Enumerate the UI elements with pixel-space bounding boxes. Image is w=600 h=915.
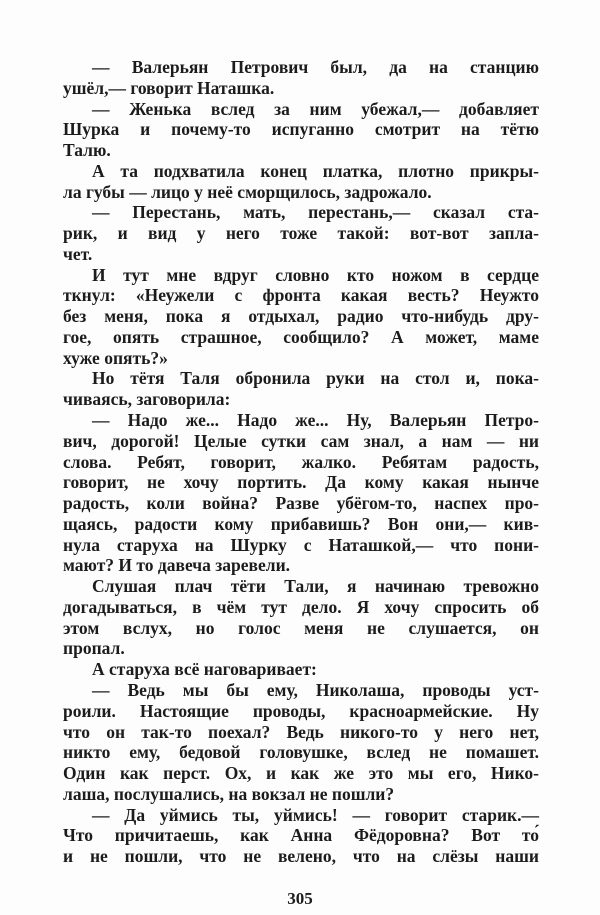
text-line: вич, дорогой! Целые сутки сам знал, а нам — ни — [63, 430, 539, 451]
text-line: А та подхватила конец платка, плотно прикры- — [92, 160, 539, 181]
text-line: пропал. — [63, 638, 125, 659]
paragraph — [63, 202, 539, 264]
text-line: без меня, пока я отдыхал, радио что-нибудь дру- — [63, 306, 539, 327]
text-line: — Да уймись ты, уймись! — говорит старик.— — [92, 804, 539, 825]
text-line: ткнул: «Неужели с фронта какая весть? Неужто — [63, 285, 539, 306]
text-line: Слушая плач тёти Тали, я начинаю тревожно — [92, 576, 539, 597]
paragraph — [63, 805, 539, 867]
text-line: слова. Ребят, говорит, жалко. Ребятам радость, — [63, 451, 539, 472]
text-line: Но тётя Таля обронила руки на стол и, пока- — [92, 368, 539, 389]
text-line: — Ведь мы бы ему, Николаша, проводы уст- — [92, 679, 539, 700]
text-line: щаясь, радости кому прибавишь? Вон они,— кив- — [63, 513, 539, 534]
paragraph — [63, 57, 539, 99]
text-line: — Женька вслед за ним убежал,— добавляет — [92, 98, 539, 119]
text-line: — Валерьян Петрович был, да на станцию — [92, 57, 539, 77]
text-line: Что причитаешь, как Анна Фёдоровна? Вот то́ — [63, 825, 539, 846]
text-line: радость, коли война? Разве убёгом-то, наспех про- — [63, 493, 539, 514]
text-line: — Перестань, мать, перестань,— сказал ста- — [92, 202, 539, 223]
text-line: ушёл,— говорит Наташка. — [63, 77, 275, 98]
paragraph — [63, 410, 539, 576]
text-line: что он так-то поехал? Ведь никого-то у него нет, — [63, 721, 539, 742]
text-line: чиваясь, заговорила: — [63, 389, 231, 410]
text-line: Один как перст. Ох, и как же это мы его, Нико- — [63, 763, 539, 784]
text-line: никто ему, бедовой головушке, вслед не помашет. — [63, 742, 539, 763]
text-line: гое, опять страшное, сообщило? А может, маме — [63, 326, 539, 347]
page-number: 305 — [287, 889, 313, 908]
text-line: ла губы — лицо у неё сморщилось, задрожало. — [63, 181, 432, 202]
text-line: хуже опять?» — [63, 347, 168, 368]
text-line: нула старуха на Шурку с Наташкой,— что пони- — [63, 534, 539, 555]
paragraph — [63, 576, 539, 659]
text-line: мают? И то давеча заревели. — [63, 555, 291, 576]
text-line: рик, и вид у него тоже такой: вот-вот запла- — [63, 223, 539, 244]
text-line: И тут мне вдруг словно кто ножом в сердце — [92, 264, 539, 285]
text-line: Шурка и почему-то испуганно смотрит на тётю — [63, 119, 539, 140]
text-line: этом вслух, но голос меня не слушается, он — [63, 617, 539, 638]
paragraph — [63, 680, 539, 805]
text-line: и не пошли, что не велено, что на слёзы наши — [63, 846, 539, 867]
text-line: Талю. — [63, 140, 111, 161]
text-line: лаша, послушались, на вокзал не пошли? — [63, 783, 395, 804]
paragraph — [63, 368, 539, 410]
paragraph — [63, 659, 539, 680]
paragraph — [63, 265, 539, 369]
text-line: говорит, не хочу портить. Да кому какая нынче — [63, 472, 539, 493]
text-line: догадываться, в чём тут дело. Я хочу спросить об — [63, 596, 539, 617]
paragraph — [63, 99, 539, 161]
paragraph — [63, 161, 539, 203]
text-line: чет. — [63, 243, 93, 264]
text-line: А старуха всё наговаривает: — [92, 659, 317, 680]
text-line: роили. Настоящие проводы, красноармейские. Ну — [63, 700, 539, 721]
text-line: — Надо же... Надо же... Ну, Валерьян Петро- — [92, 410, 539, 431]
page-body-text — [63, 57, 539, 867]
